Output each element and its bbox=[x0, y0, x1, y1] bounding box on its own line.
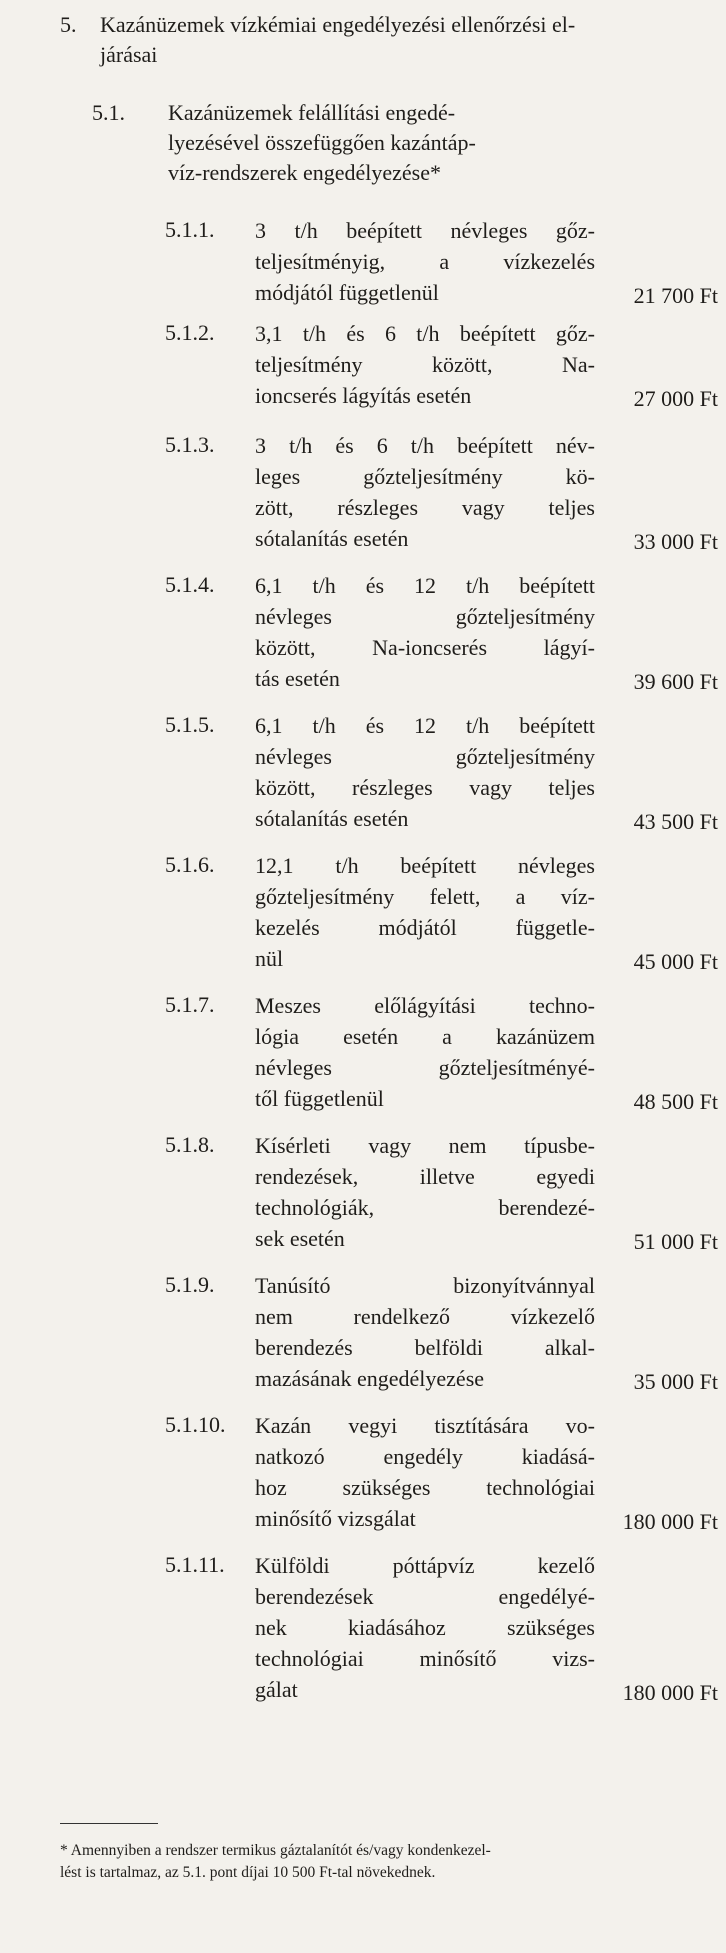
fee-item-price: 51 000 Ft bbox=[633, 1229, 718, 1254]
fee-item-description bbox=[255, 1130, 595, 1254]
fee-item-description bbox=[255, 850, 595, 974]
fee-item-description bbox=[255, 1270, 595, 1394]
fee-item-price: 48 500 Ft bbox=[633, 1089, 718, 1114]
fee-item-number: 5.1.4. bbox=[165, 572, 215, 597]
fee-item-description-line: névleges gőzteljesítményé- bbox=[255, 1055, 595, 1080]
fee-item-price: 35 000 Ft bbox=[633, 1369, 718, 1394]
fee-item-description-line: sek esetén bbox=[255, 1226, 345, 1251]
fee-item-description-line: Tanúsító bizonyítvánnyal bbox=[255, 1273, 595, 1298]
fee-item-number: 5.1.6. bbox=[165, 852, 215, 877]
fee-item-description-line: névleges gőzteljesítmény bbox=[255, 744, 595, 769]
fee-item-price: 27 000 Ft bbox=[633, 386, 718, 411]
fee-item-number: 5.1.9. bbox=[165, 1272, 215, 1297]
fee-item-description-line: sótalanítás esetén bbox=[255, 806, 409, 831]
fee-item-price: 43 500 Ft bbox=[633, 809, 718, 834]
fee-item-description-line: Külföldi póttápvíz kezelő bbox=[255, 1553, 595, 1578]
fee-item-description-line: módjától függetlenül bbox=[255, 280, 439, 305]
fee-item-description-line: 3,1 t/h és 6 t/h beépített gőz- bbox=[255, 321, 595, 346]
fee-item-description-line: rendezések, illetve egyedi bbox=[255, 1164, 595, 1189]
fee-item-description-line: nek kiadásához szükséges bbox=[255, 1615, 595, 1640]
section-title bbox=[100, 10, 575, 70]
fee-item-description-line: berendezés belföldi alkal- bbox=[255, 1335, 595, 1360]
fee-item-description bbox=[255, 990, 595, 1114]
footnote-rule bbox=[60, 1823, 158, 1824]
fee-item-description-line: 6,1 t/h és 12 t/h beépített bbox=[255, 713, 595, 738]
fee-item-description-line: sótalanítás esetén bbox=[255, 526, 409, 551]
fee-item-number: 5.1.10. bbox=[165, 1412, 226, 1437]
fee-item-description bbox=[255, 570, 595, 694]
fee-item-description-line: teljesítményig, a vízkezelés bbox=[255, 249, 595, 274]
fee-item-number: 5.1.7. bbox=[165, 992, 215, 1017]
fee-item-description-line: zött, részleges vagy teljes bbox=[255, 495, 595, 520]
fee-item-description-line: Kazán vegyi tisztítására vo- bbox=[255, 1413, 595, 1438]
subsection-title-line: víz-rendszerek engedélyezése* bbox=[168, 160, 442, 185]
fee-item-number: 5.1.1. bbox=[165, 217, 215, 242]
fee-item-description-line: Meszes előlágyítási techno- bbox=[255, 993, 595, 1018]
fee-item-description-line: berendezések engedélyé- bbox=[255, 1584, 595, 1609]
section-number: 5. bbox=[60, 12, 77, 37]
fee-item-number: 5.1.8. bbox=[165, 1132, 215, 1157]
fee-item-price: 39 600 Ft bbox=[633, 669, 718, 694]
fee-item-description-line: mazásának engedélyezése bbox=[255, 1366, 485, 1391]
fee-item-description-line: 3 t/h és 6 t/h beépített név- bbox=[255, 433, 595, 458]
fee-item-price: 180 000 Ft bbox=[622, 1680, 718, 1705]
fee-item-number: 5.1.2. bbox=[165, 320, 215, 345]
section-title-line: Kazánüzemek vízkémiai engedélyezési ellenőrzési el- bbox=[100, 12, 576, 37]
fee-item-description-line: teljesítmény között, Na- bbox=[255, 352, 595, 377]
fee-item-description-line: Kísérleti vagy nem típusbe- bbox=[255, 1133, 595, 1158]
fee-item-description bbox=[255, 430, 595, 554]
fee-item-description-line: minősítő vizsgálat bbox=[255, 1506, 416, 1531]
fee-item-description-line: lógia esetén a kazánüzem bbox=[255, 1024, 595, 1049]
fee-item-description-line: leges gőzteljesítmény kö- bbox=[255, 464, 595, 489]
fee-item-description-line: tás esetén bbox=[255, 666, 340, 691]
fee-item-description bbox=[255, 1550, 595, 1705]
fee-item-price: 45 000 Ft bbox=[633, 949, 718, 974]
fee-item-description-line: natkozó engedély kiadásá- bbox=[255, 1444, 595, 1469]
fee-item-description bbox=[255, 215, 595, 308]
fee-item-description bbox=[255, 1410, 595, 1534]
fee-item-description-line: hoz szükséges technológiai bbox=[255, 1475, 595, 1500]
section-title-line: járásai bbox=[100, 42, 158, 67]
footnote bbox=[60, 1840, 700, 1884]
subsection-number: 5.1. bbox=[92, 100, 125, 125]
fee-item-description-line: től függetlenül bbox=[255, 1086, 384, 1111]
fee-item-description-line: között, Na-ioncserés lágyí- bbox=[255, 635, 595, 660]
fee-item-price: 33 000 Ft bbox=[633, 529, 718, 554]
fee-item-description-line: között, részleges vagy teljes bbox=[255, 775, 595, 800]
subsection-title-line: Kazánüzemek felállítási engedé- bbox=[168, 100, 456, 125]
fee-item-description-line: névleges gőzteljesítmény bbox=[255, 604, 595, 629]
fee-item-description-line: technológiák, berendezé- bbox=[255, 1195, 595, 1220]
fee-item-number: 5.1.3. bbox=[165, 432, 215, 457]
fee-item-description-line: 12,1 t/h beépített névleges bbox=[255, 853, 595, 878]
fee-item-description-line: gőzteljesítmény felett, a víz- bbox=[255, 884, 595, 909]
fee-item-price: 180 000 Ft bbox=[622, 1509, 718, 1534]
fee-item-description-line: nül bbox=[255, 946, 284, 971]
fee-item-description-line: kezelés módjától függetle- bbox=[255, 915, 595, 940]
subsection-title bbox=[168, 98, 476, 188]
fee-item-description-line: 6,1 t/h és 12 t/h beépített bbox=[255, 573, 595, 598]
fee-item-description-line: technológiai minősítő vizs- bbox=[255, 1646, 595, 1671]
fee-item-description-line: ioncserés lágyítás esetén bbox=[255, 383, 472, 408]
footnote-line: * Amennyiben a rendszer termikus gáztalanítót és/vagy kondenkezel- bbox=[60, 1842, 491, 1859]
fee-item-description bbox=[255, 710, 595, 834]
fee-item-price: 21 700 Ft bbox=[633, 283, 718, 308]
fee-item-description-line: nem rendelkező vízkezelő bbox=[255, 1304, 595, 1329]
subsection-title-line: lyezésével összefüggően kazántáp- bbox=[168, 130, 476, 155]
fee-item-description bbox=[255, 318, 595, 411]
fee-item-description-line: gálat bbox=[255, 1677, 298, 1702]
footnote-line: lést is tartalmaz, az 5.1. pont díjai 10 500 Ft-tal növekednek. bbox=[60, 1864, 436, 1881]
fee-item-description-line: 3 t/h beépített névleges gőz- bbox=[255, 218, 595, 243]
fee-item-number: 5.1.11. bbox=[165, 1552, 225, 1577]
fee-item-number: 5.1.5. bbox=[165, 712, 215, 737]
